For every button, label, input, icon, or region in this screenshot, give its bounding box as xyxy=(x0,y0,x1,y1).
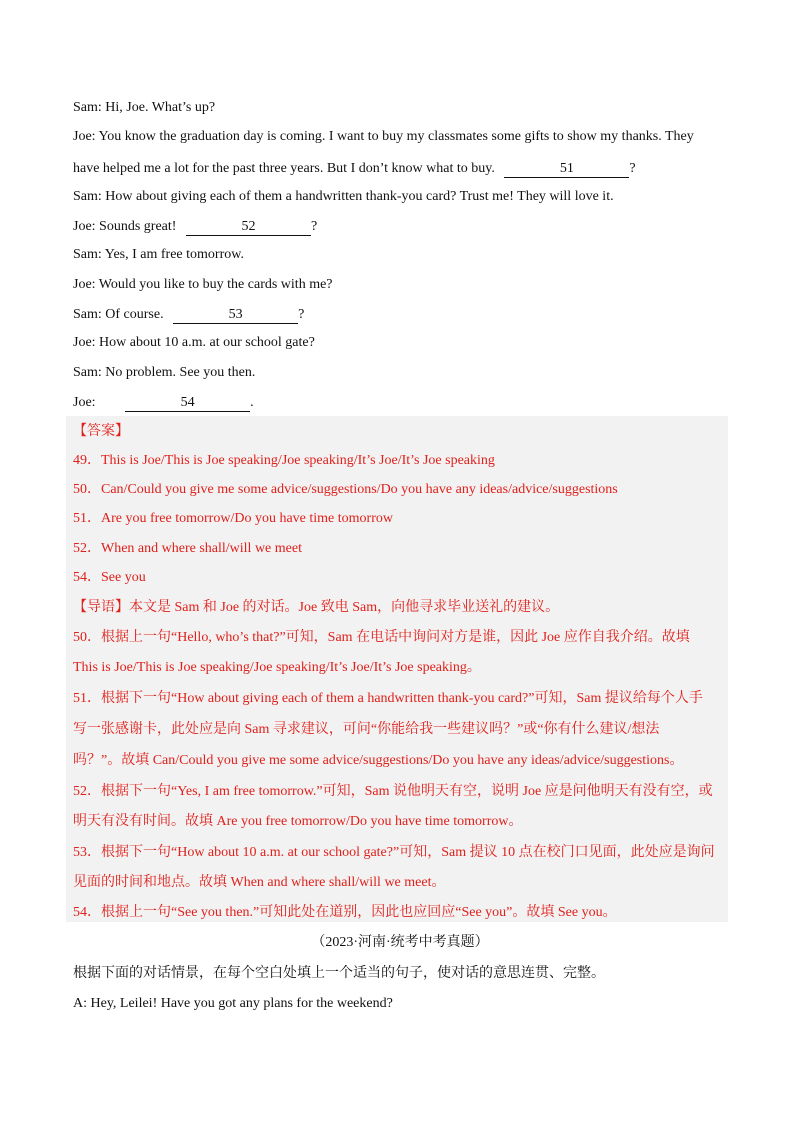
dialogue-line: A: Hey, Leilei! Have you got any plans for the weekend? xyxy=(73,996,393,1011)
blank-52: 52 xyxy=(186,219,311,236)
dialogue-text: have helped me a lot for the past three years. But I don’t know what to buy. xyxy=(73,161,495,176)
dialogue-text: ? xyxy=(298,307,305,322)
analysis-line: 51．根据下一句“How about giving each of them a handwritten thank-you card?”可知，Sam 提议给每个人手 xyxy=(73,691,703,706)
answer-item: 51．Are you free tomorrow/Do you have time tomorrow xyxy=(73,511,393,526)
dialogue-line xyxy=(73,394,254,412)
answer-header: 【答案】 xyxy=(73,424,129,439)
dialogue-line xyxy=(73,218,317,236)
answer-item: 54．See you xyxy=(73,570,146,585)
analysis-line: 写一张感谢卡，此处应是向 Sam 寻求建议，可问“你能给我一些建议吗？”或“你有什么建议/想法 xyxy=(73,722,660,737)
question-instruction: 根据下面的对话情景，在每个空白处填上一个适当的句子，使对话的意思连贯、完整。 xyxy=(73,966,605,981)
analysis-line: 52．根据下一句“Yes, I am free tomorrow.”可知，Sam 说他明天有空，说明 Joe 应是问他明天有没有空，或 xyxy=(73,784,713,799)
analysis-line: 见面的时间和地点。故填 When and where shall/will we meet。 xyxy=(73,875,446,890)
dialogue-line: Sam: No problem. See you then. xyxy=(73,365,256,380)
answer-item: 52．When and where shall/will we meet xyxy=(73,541,302,556)
analysis-line: 50．根据上一句“Hello, who’s that?”可知，Sam 在电话中询问对方是谁，因此 Joe 应作自我介绍。故填 xyxy=(73,630,690,645)
answer-item: 50．Can/Could you give me some advice/suggestions/Do you have any ideas/advice/suggestions xyxy=(73,482,618,497)
dialogue-line: Sam: Hi, Joe. What’s up? xyxy=(73,100,216,115)
dialogue-line xyxy=(73,306,304,324)
question-source: （2023·河南·统考中考真题） xyxy=(311,935,489,950)
blank-51: 51 xyxy=(504,161,629,178)
answer-item: 49．This is Joe/This is Joe speaking/Joe speaking/It’s Joe/It’s Joe speaking xyxy=(73,453,495,468)
dialogue-line xyxy=(73,160,636,178)
dialogue-line: Joe: How about 10 a.m. at our school gate? xyxy=(73,335,315,350)
dialogue-text: Joe: xyxy=(73,395,96,410)
dialogue-line: Joe: You know the graduation day is coming. I want to buy my classmates some gifts to show my thanks. They xyxy=(73,129,694,144)
dialogue-line: Sam: Yes, I am free tomorrow. xyxy=(73,247,244,262)
analysis-intro: 【导语】本文是 Sam 和 Joe 的对话。Joe 致电 Sam，向他寻求毕业送礼的建议。 xyxy=(73,600,560,615)
blank-54: 54 xyxy=(125,395,250,412)
analysis-line: 54．根据上一句“See you then.”可知此处在道别，因此也应回应“See you”。故填 See you。 xyxy=(73,905,617,920)
dialogue-text: ? xyxy=(310,219,318,234)
dialogue-text: Joe: Sounds great! xyxy=(73,219,177,234)
dialogue-text: Sam: Of course. xyxy=(73,307,164,322)
analysis-line: This is Joe/This is Joe speaking/Joe speaking/It’s Joe/It’s Joe speaking。 xyxy=(73,660,481,675)
dialogue-line: Sam: How about giving each of them a handwritten thank-you card? Trust me! They will love it. xyxy=(73,189,614,204)
blank-53: 53 xyxy=(173,307,298,324)
dialogue-text: ? xyxy=(629,161,636,176)
dialogue-line: Joe: Would you like to buy the cards with me? xyxy=(73,277,333,292)
analysis-line: 53．根据下一句“How about 10 a.m. at our school gate?”可知，Sam 提议 10 点在校门口见面，此处应是询问 xyxy=(73,845,715,860)
dialogue-text: . xyxy=(250,395,254,410)
analysis-line: 明天有没有时间。故填 Are you free tomorrow/Do you have time tomorrow。 xyxy=(73,814,523,829)
analysis-line: 吗？”。故填 Can/Could you give me some advice/suggestions/Do you have any ideas/advice/suggestions。 xyxy=(73,753,684,768)
